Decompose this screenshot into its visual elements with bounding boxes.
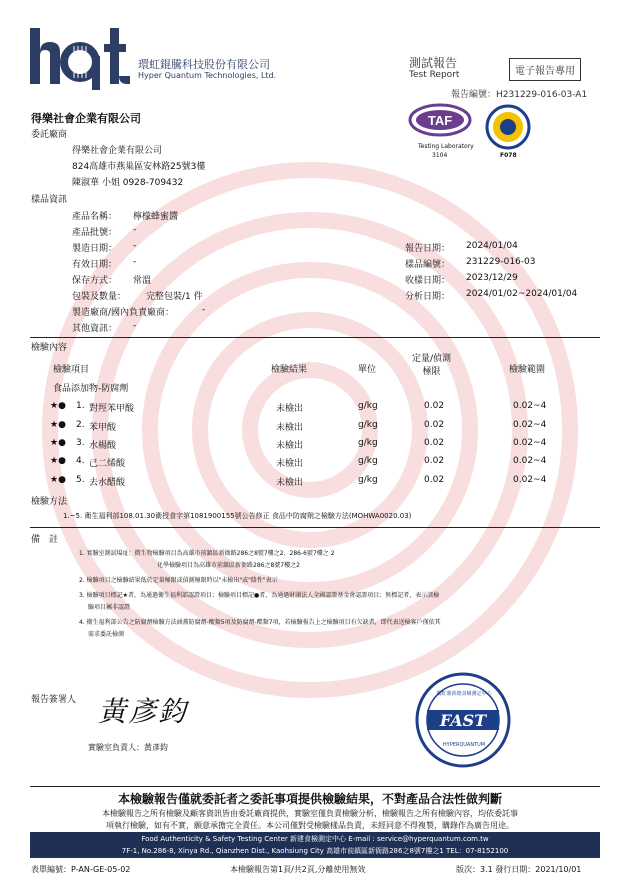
sample-field-label: 製造日期： (72, 244, 118, 254)
item-name: 對羥苯甲酸 (89, 404, 135, 414)
method-heading: 檢驗方法 (31, 497, 68, 507)
taf-label: Testing Laboratory (418, 143, 474, 150)
sample-field-label: 有效日期： (72, 260, 118, 270)
item-result: 未檢出 (276, 423, 304, 433)
sample-field-label: 製造廠商/國內負責廠商： (72, 308, 175, 318)
accreditation-mark: ★● (50, 401, 66, 411)
version: 版次：3.1 發行日期：2021/10/01 (456, 865, 582, 874)
accreditation-mark: ★● (50, 420, 66, 430)
column-limit: 定量/偵測 極限 (412, 354, 452, 377)
client-label: 委託廠商 (31, 130, 68, 140)
report-title-en: Test Report (409, 70, 460, 80)
footer-address: 7F-1, No.286-8, Xinya Rd., Qianzhen Dist., Kaohsiung City 高雄市前鎮區新衙路286之8號7樓之1 TEL：07-8152100 (121, 847, 509, 855)
item-result: 未檢出 (276, 459, 304, 469)
results-heading: 檢驗內容 (31, 343, 68, 353)
item-result: 未檢出 (276, 404, 304, 414)
note-line: 1. 實驗室測試場址：微生物檢驗項目為高雄市前鎮區新衙路286之8號7樓之2、286-6號7樓之 2 (79, 550, 335, 557)
item-range: 0.02~4 (513, 401, 547, 411)
report-info-value: 231229-016-03 (466, 257, 536, 267)
item-range: 0.02~4 (513, 475, 547, 485)
item-result: 未檢出 (276, 478, 304, 488)
item-unit: g/kg (358, 401, 378, 411)
item-number: 1. (76, 401, 85, 411)
divider (30, 786, 600, 787)
report-info-value: 2024/01/04 (466, 241, 518, 251)
note-line: 2. 檢驗項目之檢驗結果低於定量極限或偵測極限時以"未檢出"或"陰性"表示 (79, 577, 278, 584)
item-number: 2. (76, 420, 85, 430)
divider (30, 337, 600, 338)
accreditation-mark: ★● (50, 456, 66, 466)
client-address: 824高雄市燕巢區安林路25號3樓 (72, 162, 206, 172)
column-range: 檢驗範圍 (509, 365, 546, 375)
client-contact: 陳淑華 小姐 0928-709432 (72, 178, 184, 188)
company-logo (30, 26, 130, 94)
item-name: 水楊酸 (89, 441, 117, 451)
report-info-value: 2023/12/29 (466, 273, 518, 283)
sample-field-value: - (202, 305, 206, 315)
report-info-label: 樣品編號： (405, 260, 451, 270)
accreditation-mark: ★● (50, 475, 66, 485)
item-number: 4. (76, 456, 85, 466)
note-line: 3. 檢驗項目標記★者，為通過衛生福利部認證項目；檢驗項目標記●者，為通過財團法人全國認證基金會認證項目；無標記者，表示該檢 (79, 592, 440, 599)
item-limit: 0.02 (424, 456, 445, 466)
handwritten-signature (98, 690, 188, 730)
stamp-top-text: 環虹鼎新總食檢測定中心 (436, 691, 492, 697)
form-number: 表單編號：P-AN-GE-05-02 (31, 865, 131, 874)
column-item: 檢驗項目 (53, 365, 90, 375)
footer-contact: Food Authenticity & Safety Testing Center 新建食檢測定中心 E-mail : service@hyperquantum.com.tw (141, 835, 489, 843)
item-number: 3. (76, 438, 85, 448)
footer-bar (30, 832, 600, 858)
result-row (0, 456, 620, 470)
item-name: 去水醋酸 (89, 478, 126, 488)
page-number: 本檢驗報告第1頁/共2頁,分離使用無效 (230, 865, 366, 874)
sample-field-label: 保存方式： (72, 276, 118, 286)
client-name: 得樂社會企業有限公司 (72, 146, 163, 156)
sample-field-label: 產品批號： (72, 228, 118, 238)
signature-text: 黃彥鈞 (98, 695, 189, 728)
sample-field-value: 常溫 (133, 276, 152, 286)
report-info-value: 2024/01/02~2024/01/04 (466, 289, 578, 299)
taf-logo (408, 102, 472, 142)
note-line: 驗項目屬非認證 (88, 604, 131, 611)
result-row (0, 475, 620, 489)
sample-field-label: 其他資訊： (72, 324, 118, 334)
sample-field-label: 包裝及數量： (72, 292, 127, 302)
report-number: 報告編號：H231229-016-03-A1 (451, 90, 588, 100)
sample-heading: 樣品資訊 (31, 195, 68, 205)
item-limit: 0.02 (424, 475, 445, 485)
item-unit: g/kg (358, 456, 378, 466)
notes-heading: 備 註 (31, 535, 59, 545)
item-range: 0.02~4 (513, 456, 547, 466)
stamp-main-text: FAST (439, 711, 487, 730)
method-text: 1.~5. 衛生福利部108.01.30衛授食字第1081900155號公告修正 食品中防腐劑之檢驗方法(MOHWA0020.03) (63, 512, 412, 520)
accreditation-mark: ★● (50, 438, 66, 448)
result-row (0, 438, 620, 452)
item-range: 0.02~4 (513, 438, 547, 448)
certification-seal (485, 104, 531, 154)
item-limit: 0.02 (424, 438, 445, 448)
item-limit: 0.02 (424, 420, 445, 430)
item-name: 苯甲酸 (89, 423, 117, 433)
result-row (0, 420, 620, 434)
sample-field-value: - (133, 225, 137, 235)
client-heading: 得樂社會企業有限公司 (31, 112, 141, 125)
column-result: 檢驗結果 (271, 365, 308, 375)
divider (30, 527, 600, 528)
signatory-label: 報告簽署人 (31, 695, 77, 705)
company-name-zh: 環虹錕騰科技股份有限公司 (138, 58, 270, 71)
disclaimer: 本檢驗報告僅就委託者之委託事項提供檢驗結果，不對產品合法性做判斷 (117, 792, 502, 806)
note-line: 需求委託檢測 (88, 631, 125, 638)
note-line: 4. 衛生福利部公告之防腐劑檢驗方法涵蓋防腐劑-酸類5項及防腐劑-酯類7項，若檢驗報告上之檢驗項目有欠缺者，即代表送檢客戶僅依其 (79, 619, 441, 626)
item-number: 5. (76, 475, 85, 485)
item-range: 0.02~4 (513, 420, 547, 430)
e-report-badge: 電子報告專用 (509, 58, 581, 81)
sample-field-value: - (133, 241, 137, 251)
report-info-label: 分析日期： (405, 292, 451, 302)
item-unit: g/kg (358, 475, 378, 485)
company-name-en: Hyper Quantum Technologies, Ltd. (138, 71, 277, 80)
report-info-label: 收樣日期： (405, 276, 451, 286)
lab-manager: 實驗室負責人：黃彥鈞 (88, 743, 168, 752)
sample-field-label: 產品名稱： (72, 212, 118, 222)
sample-field-value: 完整包裝/1 件 (146, 292, 203, 302)
report-info-label: 報告日期： (405, 244, 451, 254)
seal-number: F078 (500, 152, 517, 159)
stamp-bottom-text: HYPERQUANTUM (442, 742, 486, 748)
note-line: 化學檢驗項目為高雄市前鎮區新衙路286之8號7樓之2 (157, 562, 300, 569)
results-group: 食品添加物-防腐劑 (53, 384, 129, 394)
item-limit: 0.02 (424, 401, 445, 411)
notice-line: 本檢驗報告之所有檢驗及顧客資訊皆由委託廠商提供，實驗室僅負責檢驗分析，檢驗報告之所有檢驗內容，均依委託事 (102, 809, 518, 818)
sample-field-value: - (133, 321, 137, 331)
svg-text:TAF: TAF (427, 113, 453, 128)
sample-field-value: - (133, 257, 137, 267)
notice-line: 項執行檢驗，如有不實，願意承擔完全責任。本公司僅對受檢驗樣品負責，未經同意不得複製，購錄作為廣告用途。 (106, 821, 514, 830)
taf-number: 3104 (432, 152, 448, 159)
column-unit: 單位 (358, 365, 377, 375)
item-result: 未檢出 (276, 441, 304, 451)
result-row (0, 401, 620, 415)
item-name: 己二烯酸 (89, 459, 126, 469)
item-unit: g/kg (358, 420, 378, 430)
report-title-zh: 測試報告 (409, 56, 458, 70)
item-unit: g/kg (358, 438, 378, 448)
sample-field-value: 檸檬蜂蜜醬 (133, 212, 179, 222)
